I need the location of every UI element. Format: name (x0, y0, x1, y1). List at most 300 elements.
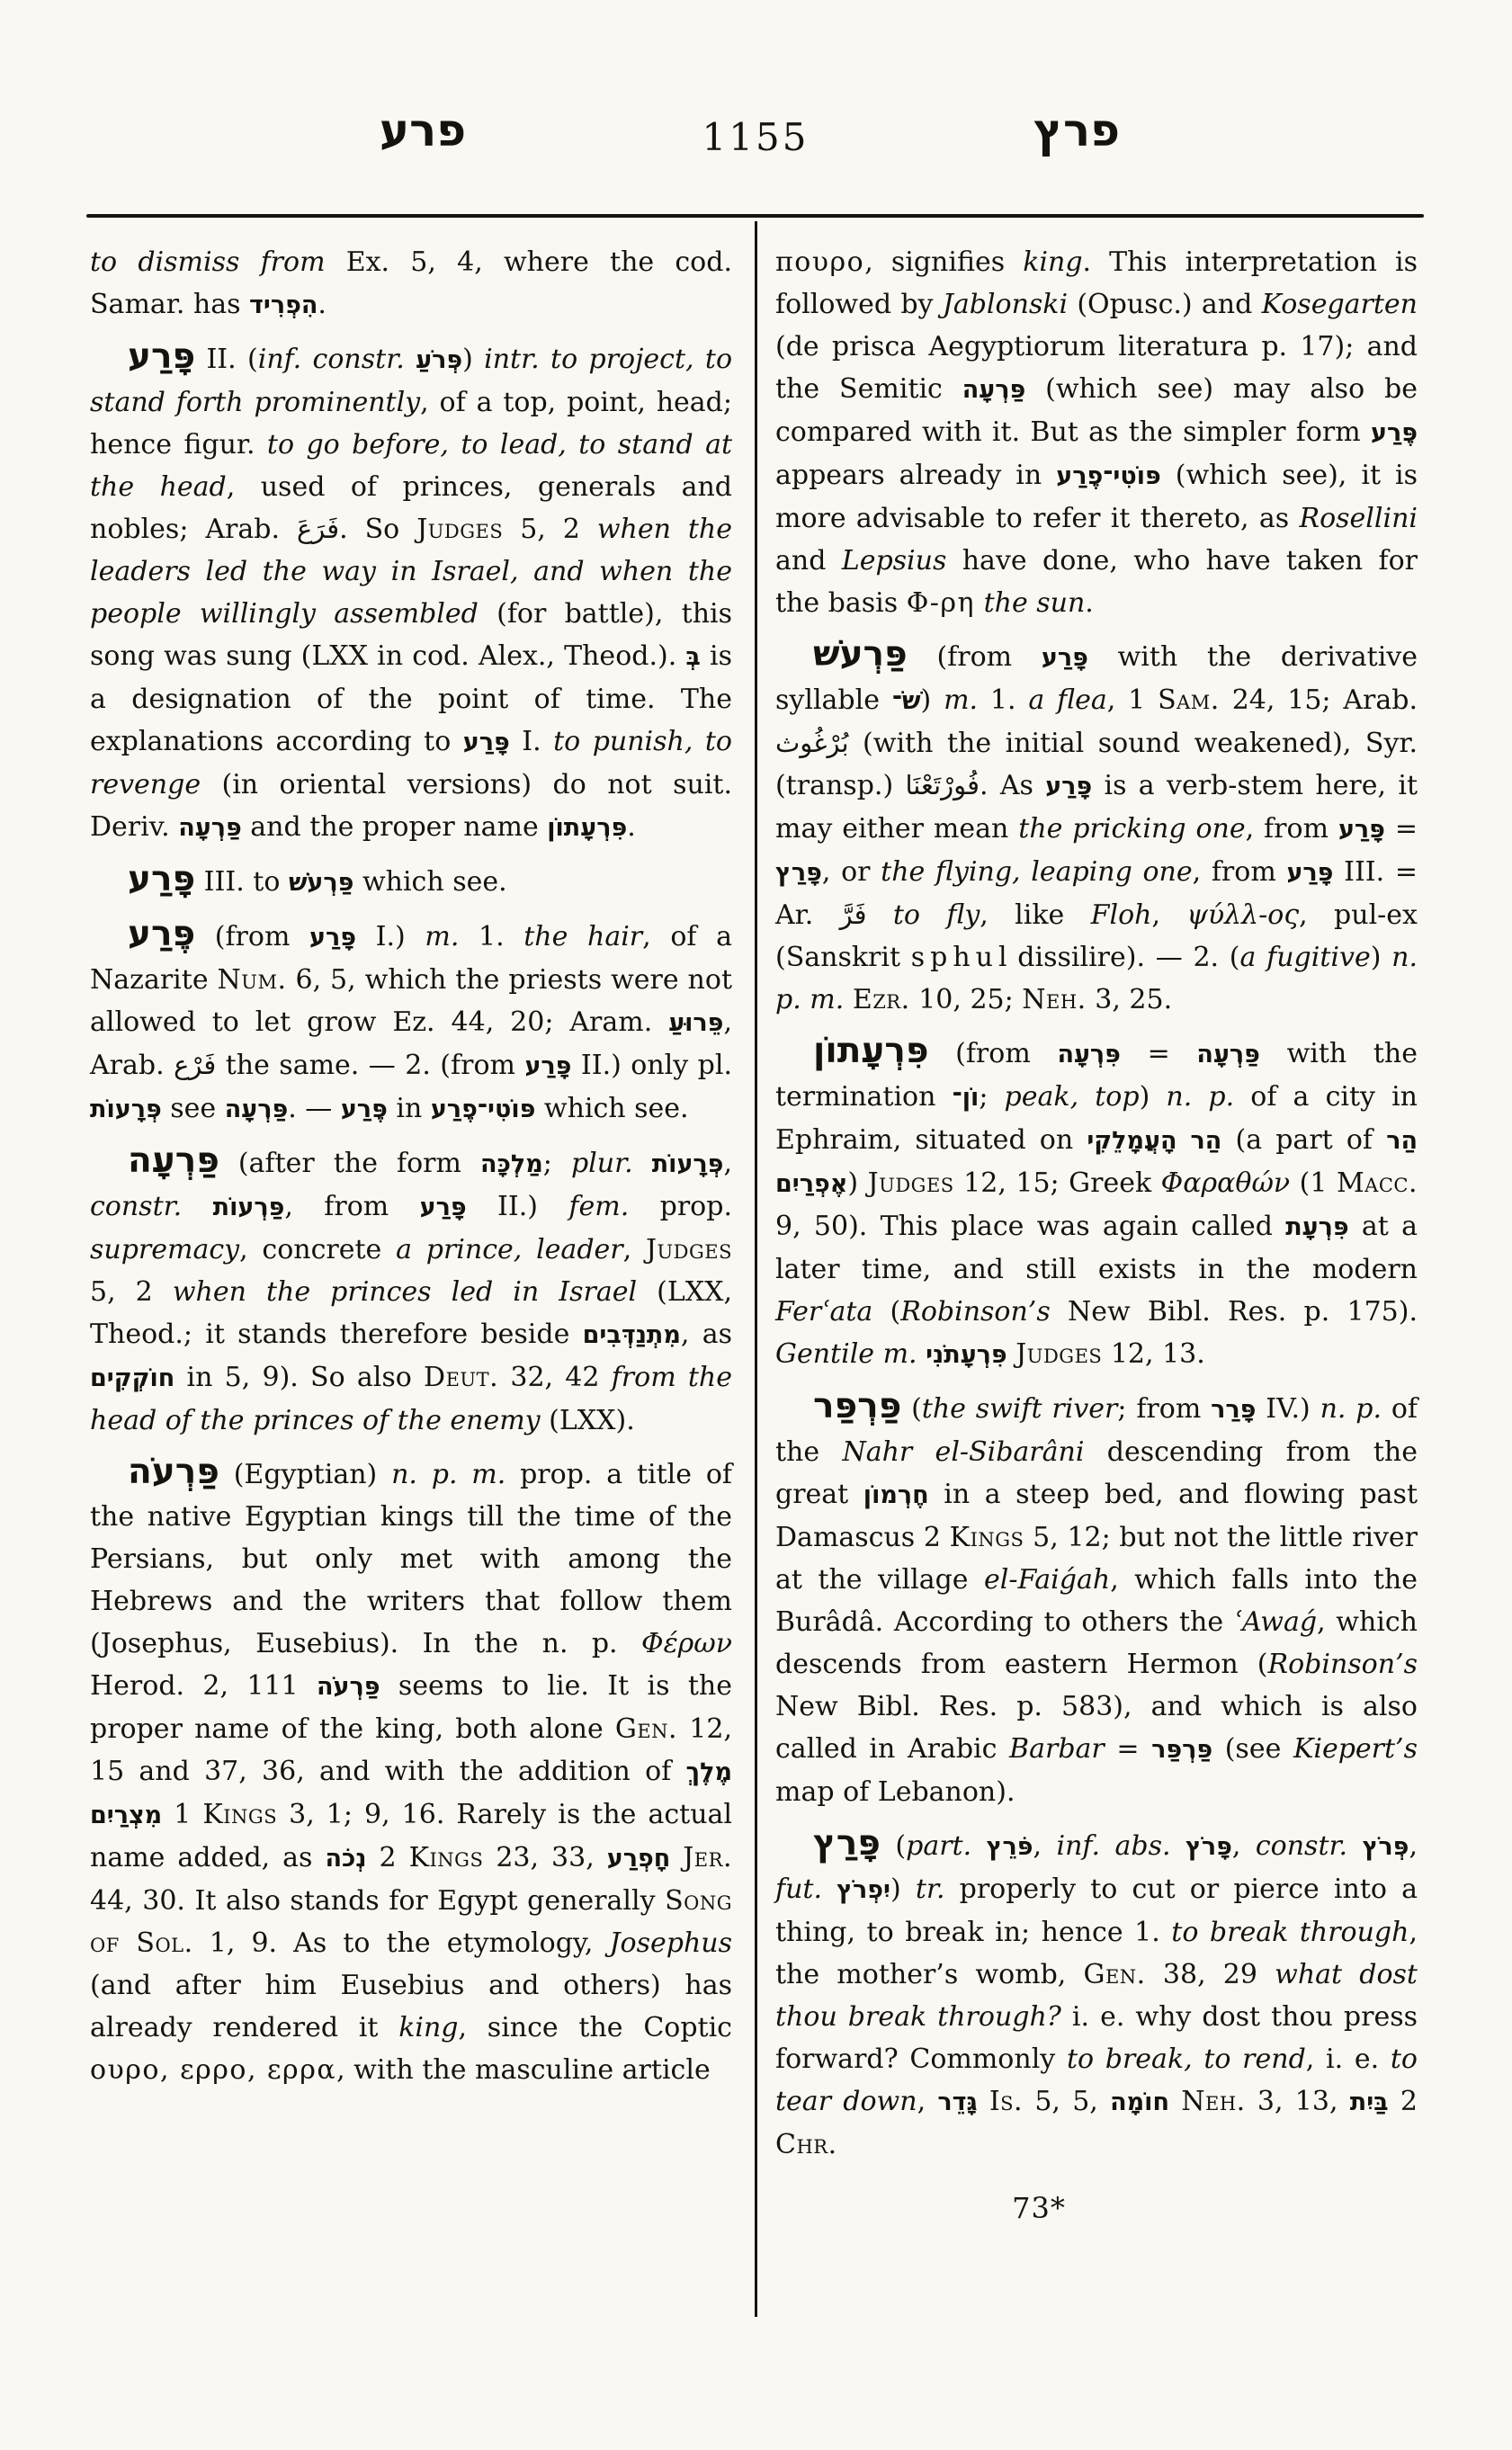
text-run: is a verb-stem here, it may either mean (775, 770, 1418, 845)
text-run: which see. (535, 1093, 689, 1124)
hebrew-word: פֹּרֵץ (986, 1833, 1033, 1861)
text-run: , (917, 2086, 938, 2117)
text-run: with the derivative syllable (775, 641, 1418, 716)
text-run: map of Lebanon). (775, 1776, 1015, 1808)
smallcaps-reference: Judges (416, 514, 504, 545)
italic-text-run: constr. (90, 1191, 213, 1222)
arabic-word: فَرْع (174, 1050, 217, 1080)
italic-text-run: el-Faiǵah (984, 1564, 1111, 1596)
text-run: 10, 25; (909, 984, 1023, 1015)
text-run: 38, 29 (1145, 1959, 1275, 1990)
hebrew-word: פְּרָעוֹת (90, 1095, 162, 1123)
text-run: which see. (353, 866, 507, 898)
hebrew-word: פָּרַע (419, 1194, 467, 1221)
text-run: , with the masculine article (336, 2054, 711, 2086)
text-run: is a designation of the point of time. The explanations according to (90, 640, 733, 757)
italic-text-run: what dost thou break through? (775, 1959, 1418, 2033)
italic-text-run: ʿAwaǵ (1233, 1606, 1318, 1638)
dictionary-entry (775, 1388, 1418, 1813)
text-run: 3, 1; 9, 16. Rarely is the actual name added, as (90, 1799, 732, 1873)
italic-text-run: Gentile m. (775, 1338, 917, 1370)
text-run: ; from (1117, 1393, 1212, 1425)
text-run: I. (509, 726, 554, 757)
text-run: prop. (629, 1191, 732, 1222)
italic-text-run: Kiepert’s (1293, 1733, 1418, 1765)
text-run: Herod. 2, 111 (90, 1670, 317, 1702)
text-run: . (318, 289, 327, 320)
text-run: ( (880, 1830, 907, 1862)
text-run: (which see), it is more advisable to refer it thereto, as (775, 460, 1418, 534)
italic-text-run: to fly (892, 899, 980, 931)
smallcaps-reference: Deut. (424, 1362, 499, 1393)
smallcaps-reference: Judges (867, 1167, 954, 1199)
hebrew-word: פִּרְעָתֹנִי (926, 1341, 1007, 1369)
italic-text-run: Josephus (609, 1927, 732, 1959)
text-run: IV.) (1256, 1393, 1320, 1425)
hebrew-word: פִּרְעָה (1057, 1041, 1121, 1069)
italic-text-run: a flea (1028, 684, 1107, 716)
text-run (917, 1338, 926, 1370)
text-run: = (1384, 813, 1418, 845)
text-run: in 5, 9). So also (174, 1362, 425, 1393)
text-run: seems to lie. It is the proper name of the king, both alone (90, 1670, 732, 1745)
hebrew-word: מִתְנַדְּבִים (582, 1321, 681, 1349)
text-run: , (723, 1148, 732, 1179)
text-run: II.) only pl. (571, 1050, 733, 1081)
text-run: 24, 15; Arab. (1219, 684, 1418, 716)
italic-text-run: to punish, to revenge (90, 726, 732, 800)
italic-text-run: Barbar (1009, 1733, 1105, 1765)
text-run: (in oriental versions) do not suit. Deriv. (90, 769, 732, 843)
italic-text-run: m. (425, 921, 460, 952)
italic-text-run: Robinson’s (1267, 1649, 1418, 1680)
smallcaps-reference: Neh. (1181, 2086, 1246, 2117)
smallcaps-reference: Neh. (1022, 984, 1087, 1015)
dictionary-entry (90, 338, 732, 849)
text-run: , (1151, 899, 1187, 931)
text-run: (from (928, 1038, 1058, 1069)
smallcaps-reference: Kings (949, 1522, 1024, 1553)
dictionary-entry (775, 1033, 1418, 1376)
smallcaps-reference: Macc. (1336, 1167, 1418, 1199)
italic-text-run: peak, top (1004, 1081, 1140, 1113)
text-run: 2 (366, 1842, 409, 1873)
smallcaps-reference: Jer. (683, 1842, 732, 1873)
text-run: ; (542, 1148, 571, 1179)
text-run: ) (1139, 1081, 1167, 1113)
text-run: 5, 2 (90, 1276, 173, 1308)
italic-text-run: Floh (1090, 899, 1152, 931)
hebrew-word: פָּרַר (1211, 1396, 1257, 1424)
hebrew-word: פֶּרַע (340, 1095, 388, 1123)
hebrew-headword: פָּרַע (128, 859, 196, 899)
hebrew-word: נְכֹה (325, 1845, 367, 1873)
smallcaps-reference: Num. (217, 964, 287, 996)
text-run: (with the initial sound weakened), Syr. (transp.) (775, 728, 1418, 801)
text-run: prop. a title of the native Egyptian kings till the time of the Persians, but only met with among the Hebrews and the writers that follow them (Josephus, Eusebius). In the n. p. (90, 1459, 732, 1659)
text-run: , (622, 1234, 646, 1265)
text-run: (see (1212, 1733, 1293, 1765)
hebrew-word: פָּרַע (1045, 773, 1093, 800)
hebrew-word: פָּרַע (462, 729, 510, 756)
text-run: . (627, 811, 636, 843)
text-run: II. ( (195, 344, 258, 375)
text-run: ) (920, 684, 944, 716)
italic-text-run: inf. abs. (1056, 1830, 1171, 1862)
text-run: (1 (1290, 1167, 1337, 1199)
text-run: appears already in (775, 460, 1057, 491)
hebrew-word: פּוֹטִי־פֶרַע (430, 1095, 536, 1123)
italic-text-run: supremacy (90, 1234, 240, 1265)
hebrew-word: פּוֹטִי־פֶרַע (1056, 462, 1161, 490)
italic-text-run: the swift river (921, 1393, 1118, 1425)
text-run (1171, 1830, 1185, 1862)
greek-word: ψύλλ-ος (1186, 899, 1300, 931)
italic-text-run: king (1023, 246, 1083, 278)
italic-text-run: a fugitive (1239, 942, 1371, 973)
hebrew-word: פַּרְעֹה (316, 1673, 380, 1701)
text-run: (and after him Eusebius and others) has already rendered it (90, 1970, 732, 2043)
text-run: 12, 15 and 37, 36, and with the addition of (90, 1713, 732, 1787)
hebrew-word: פָּרַע (309, 924, 357, 952)
text-run: , of a top, point, head; hence figur. (90, 387, 732, 460)
text-run: III. to (195, 866, 289, 898)
text-run (844, 984, 853, 1015)
text-run (822, 1873, 837, 1905)
italic-text-run: the flying, leaping one (881, 856, 1193, 888)
text-run: , which falls into the Burâdâ. According to others the (775, 1564, 1418, 1638)
hebrew-word: פָּרַע (1286, 859, 1334, 887)
text-run: 12, 13. (1102, 1338, 1205, 1370)
greek-word: Φαραθών (1160, 1167, 1291, 1199)
text-run: , like (980, 899, 1091, 931)
italic-text-run: plur. (570, 1148, 652, 1179)
italic-text-run: intr. to project, to stand forth prominently (90, 344, 732, 418)
continuation-paragraph (90, 241, 732, 326)
text-run: 3, 13, (1245, 2086, 1350, 2117)
text-run: with the termination (775, 1038, 1418, 1113)
italic-text-run: Ferʿata (775, 1296, 873, 1328)
italic-text-run: Rosellini (1299, 503, 1418, 534)
hebrew-word: חָפְרַע (606, 1845, 671, 1873)
italic-text-run: to tear down (775, 2043, 1418, 2117)
text-run: = (1120, 1038, 1197, 1069)
text-run: properly to cut or pierce into a thing, to break in; hence 1. (775, 1873, 1418, 1948)
dictionary-entry (775, 636, 1418, 1021)
greek-word: Φέρων (640, 1628, 732, 1659)
text-run: , which descends from eastern Hermon ( (775, 1606, 1418, 1680)
italic-text-run: Robinson’s (900, 1296, 1051, 1328)
italic-text-run: n. p. m. (775, 942, 1418, 1015)
hebrew-word: פַּרְפַּר (1151, 1736, 1213, 1764)
text-run: , the mother’s womb, (775, 1917, 1418, 1990)
text-run: , pul-ex (Sanskrit s p h u l dissilire). — 2. ( (775, 899, 1418, 973)
italic-text-run: n. p. m. (391, 1459, 506, 1490)
hebrew-headword: פַּרְעָה (128, 1140, 219, 1181)
hebrew-headword: פַּרְעֹה (128, 1452, 219, 1492)
text-run: , of a Nazarite (90, 921, 732, 996)
hebrew-word: בְּ (685, 643, 701, 671)
text-run: , 1 (1106, 684, 1159, 716)
hebrew-headword: פַּרְעֹשׁ (813, 634, 908, 675)
text-run: the same. — 2. (from (216, 1050, 525, 1081)
text-run: . (1085, 587, 1094, 619)
smallcaps-reference: Kings (408, 1842, 484, 1873)
text-run: (from (907, 641, 1042, 673)
text-run: = (1104, 1733, 1152, 1765)
italic-text-run: n. p. (1166, 1081, 1235, 1113)
text-run: . — (288, 1093, 341, 1124)
smallcaps-reference: Judges (645, 1234, 733, 1265)
dictionary-entry (90, 861, 732, 904)
text-run: , from (284, 1191, 420, 1222)
smallcaps-reference: Is. (989, 2086, 1024, 2117)
hebrew-headword: פַּרְפַּר (813, 1386, 902, 1426)
page-number: 1155 (702, 115, 810, 159)
text-run: (for battle), this song was sung (LXX in cod. Alex., Theod.). (90, 598, 733, 672)
arabic-word: فَرَعَ (296, 514, 340, 544)
smallcaps-reference: Chr. (775, 2129, 837, 2160)
text-run: and the proper name (241, 811, 548, 843)
italic-text-run: when the leaders led the way in Israel, and when the people willingly assembled (90, 514, 732, 630)
text-run: ( (901, 1393, 922, 1425)
italic-text-run: when the princes led in Israel (172, 1276, 638, 1308)
hebrew-word: פַּרְעָה (224, 1095, 289, 1123)
hebrew-word: מַלְכָּה (480, 1150, 543, 1178)
hebrew-word: פָּרַע (1041, 644, 1088, 672)
text-run: in a steep bed, and flowing past Damascus 2 (775, 1479, 1418, 1553)
text-run: Ex. 5, 4, where the cod. Samar. has (90, 246, 732, 320)
italic-text-run: Jablonski (942, 289, 1069, 320)
hebrew-word: חוֹקְקִים (90, 1364, 175, 1392)
hebrew-word: פֵּרוּעַ (668, 1009, 724, 1037)
text-run: in (387, 1093, 431, 1124)
italic-text-run: inf. constr. (257, 344, 416, 375)
text-run: 5, 12; but not the little river at the village (775, 1522, 1418, 1596)
smallcaps-reference: Song of Sol. (90, 1885, 732, 1959)
italic-text-run: king (398, 2012, 459, 2043)
text-run: , i. e. (1305, 2043, 1391, 2075)
hebrew-word: פִּרְעָת (1285, 1213, 1349, 1241)
arabic-word: بُرْغُوث (775, 728, 849, 758)
text-run: , since the Coptic (458, 2012, 732, 2043)
text-run: , signifies (864, 246, 1024, 278)
hebrew-word: יִפְרֹץ (837, 1876, 890, 1904)
hebrew-word: מֶלֶךְ מִצְרַיִם (90, 1758, 732, 1829)
text-run: (a part of (1221, 1124, 1387, 1156)
smallcaps-reference: Judges (1015, 1338, 1103, 1370)
smallcaps-reference: Gen. (1083, 1959, 1146, 1990)
text-run: (after the form (219, 1148, 481, 1179)
text-run: , concrete (239, 1234, 397, 1265)
text-run: have done, who have taken for the basis (775, 545, 1418, 619)
hebrew-word: שֹׁ־ (891, 687, 921, 715)
hebrew-word: וֹן־ (952, 1084, 980, 1112)
text-run: i. e. why dost thou press forward? Commonly (775, 2001, 1418, 2075)
dictionary-entry (90, 1142, 732, 1442)
hebrew-word: גָּדֵר (937, 2088, 978, 2116)
header-keyword-left: פרע (379, 104, 467, 156)
text-run: ( (872, 1296, 901, 1328)
text-run: descending from the great (775, 1436, 1418, 1510)
smallcaps-reference: Kings (202, 1799, 278, 1830)
hebrew-headword: פָּרַע (128, 336, 196, 377)
coptic-word: ουρο, ερρο, ερρα (90, 2054, 337, 2086)
text-run (975, 587, 984, 619)
hebrew-word: פַּרְעֹשׁ (288, 869, 354, 897)
text-run: (Egyptian) (219, 1459, 392, 1490)
italic-text-run: a prince, leader (396, 1234, 623, 1265)
coptic-word: Φ-ρη (906, 587, 976, 619)
signature-mark: 73* (1012, 2191, 1066, 2225)
header-keyword-right: פרץ (1033, 104, 1121, 156)
hebrew-word: פֶּרַע (1371, 419, 1418, 447)
italic-text-run: fut. (775, 1873, 823, 1905)
hebrew-word: פַּרְעָה (1196, 1041, 1260, 1069)
text-run: 1. (978, 684, 1029, 716)
text-run: 3, 25. (1086, 984, 1173, 1015)
text-run: ) (1370, 942, 1392, 973)
text-run: (LXX, Theod.; it stands therefore beside (90, 1276, 732, 1350)
text-run: of the (775, 1393, 1418, 1468)
hebrew-word: פָּרַץ (775, 859, 822, 887)
hebrew-word: פָּרַע (524, 1052, 572, 1080)
text-run: 12, 15; Greek (953, 1167, 1161, 1199)
text-run: 1 (162, 1799, 203, 1830)
text-run: , (1231, 1830, 1256, 1862)
text-run (1007, 1338, 1016, 1370)
italic-text-run: to break, to rend (1066, 2043, 1306, 2075)
hebrew-headword: פֶּרַע (128, 914, 196, 954)
text-run: , from (1192, 856, 1287, 888)
text-run: . So (339, 514, 417, 545)
text-run: , from (1245, 813, 1338, 845)
text-run: New Bibl. Res. p. 175). (1050, 1296, 1418, 1328)
hebrew-headword: פָּרַץ (813, 1823, 881, 1864)
text-run: ) (890, 1873, 916, 1905)
text-run: 1. (459, 921, 524, 952)
hebrew-word: הַר אֶפְרַיִם (775, 1127, 1418, 1198)
text-run: , (1033, 1830, 1057, 1862)
italic-text-run: m. (944, 684, 979, 716)
text-run: (from (195, 921, 310, 952)
text-run: , or (821, 856, 881, 888)
text-run: see (161, 1093, 225, 1124)
text-run: ) (462, 344, 485, 375)
text-run (1169, 2086, 1181, 2117)
text-run: at a later time, and still exists in the modern (775, 1211, 1418, 1285)
text-run: . As (979, 770, 1046, 801)
hebrew-word: פְּרָעוֹת (651, 1150, 724, 1178)
dictionary-entry (90, 1453, 732, 2091)
column-divider (755, 221, 757, 2317)
italic-text-run: to go before, to lead, to stand at the head (90, 429, 733, 503)
text-run: New Bibl. Res. p. 583), and which is also called in Arabic (775, 1691, 1418, 1765)
dictionary-entry (90, 916, 732, 1131)
smallcaps-reference: Sam. (1158, 684, 1220, 716)
text-run: , (1409, 1830, 1418, 1862)
italic-text-run: to break through (1171, 1917, 1409, 1948)
italic-text-run: n. p. (1320, 1393, 1382, 1425)
italic-text-run: constr. (1255, 1830, 1348, 1862)
hebrew-word: פְּרֹץ (1362, 1833, 1409, 1861)
text-run: of a city in Ephraim, situated on (775, 1081, 1418, 1156)
hebrew-word: פִּרְעָתוֹן (547, 814, 628, 842)
text-run: 2 (1388, 2086, 1418, 2117)
hebrew-word: הִפְרִיד (249, 291, 318, 319)
right-column (775, 241, 1418, 2166)
text-run (866, 899, 892, 931)
text-run: ; (979, 1081, 1005, 1113)
italic-text-run: from the head of the princes of the enemy (90, 1362, 732, 1436)
text-run (1347, 1830, 1362, 1862)
dictionary-entry (775, 1825, 1418, 2166)
italic-text-run: the pricking one (1018, 813, 1246, 845)
hebrew-word: פְּרֹעַ (416, 346, 463, 374)
text-run: ) (847, 1167, 868, 1199)
text-run: 44, 30. It also stands for Egypt generally (90, 1885, 666, 1917)
text-run: 5, 2 (503, 514, 597, 545)
hebrew-word: פַּרְעָה (178, 814, 242, 842)
arabic-word: فَرَّ (839, 899, 867, 930)
hebrew-word: פַּרְעוֹת (212, 1194, 285, 1221)
smallcaps-reference: Ezr. (852, 984, 910, 1015)
hebrew-word: חֶרְמוֹן (863, 1481, 929, 1509)
italic-text-run: Nahr el-Sibarâni (842, 1436, 1085, 1468)
syriac-word: فُورْتَعْنَا (905, 770, 980, 800)
text-run (670, 1842, 683, 1873)
italic-text-run: the sun (983, 587, 1086, 619)
left-column (90, 241, 732, 2091)
text-run: (which see) may also be compared with it. But as the simpler form (775, 373, 1418, 448)
text-run: , as (680, 1319, 732, 1350)
italic-text-run: part. (906, 1830, 972, 1862)
text-run: 5, 5, (1023, 2086, 1111, 2117)
text-run: II.) (466, 1191, 569, 1222)
text-run: I.) (356, 921, 425, 952)
text-run: , Arab. (90, 1006, 732, 1081)
text-run: (de prisca Aegyptiorum literatura p. 17); and the Semitic (775, 331, 1418, 405)
hebrew-word: בַּיִת (1349, 2088, 1389, 2116)
italic-text-run: tr. (915, 1873, 945, 1905)
text-run: 32, 42 (498, 1362, 612, 1393)
text-run: 23, 33, (483, 1842, 607, 1873)
italic-text-run: fem. (568, 1191, 630, 1222)
italic-text-run: Lepsius (841, 545, 947, 577)
text-run: and (775, 545, 842, 577)
text-run: . This interpretation is followed by (775, 246, 1418, 320)
italic-text-run: to dismiss from (90, 246, 346, 278)
hebrew-word: פָּרַע (1338, 816, 1385, 844)
continuation-paragraph (775, 241, 1418, 624)
hebrew-word: הַר הָעֲמָלֵקִי (1087, 1127, 1222, 1155)
coptic-word: πουρο (775, 246, 865, 278)
text-run (971, 1830, 986, 1862)
hebrew-headword: פִּרְעָתוֹן (813, 1031, 929, 1071)
italic-text-run: Kosegarten (1261, 289, 1418, 320)
text-run: 6, 5, which the priests were not allowed to let grow Ez. 44, 20; Aram. (90, 964, 732, 1038)
hebrew-word: פַּרְעָה (962, 376, 1026, 404)
text-run (978, 2086, 989, 2117)
text-run: (LXX). (540, 1405, 635, 1436)
text-run: (Opusc.) and (1068, 289, 1262, 320)
text-run: 9, 50). This place was again called (775, 1211, 1286, 1242)
smallcaps-reference: Gen. (614, 1713, 678, 1745)
italic-text-run: the hair (523, 921, 643, 952)
hebrew-word: פָּרֹץ (1185, 1833, 1232, 1861)
text-run: III. = Ar. (775, 856, 1418, 931)
header-rule (86, 214, 1424, 218)
